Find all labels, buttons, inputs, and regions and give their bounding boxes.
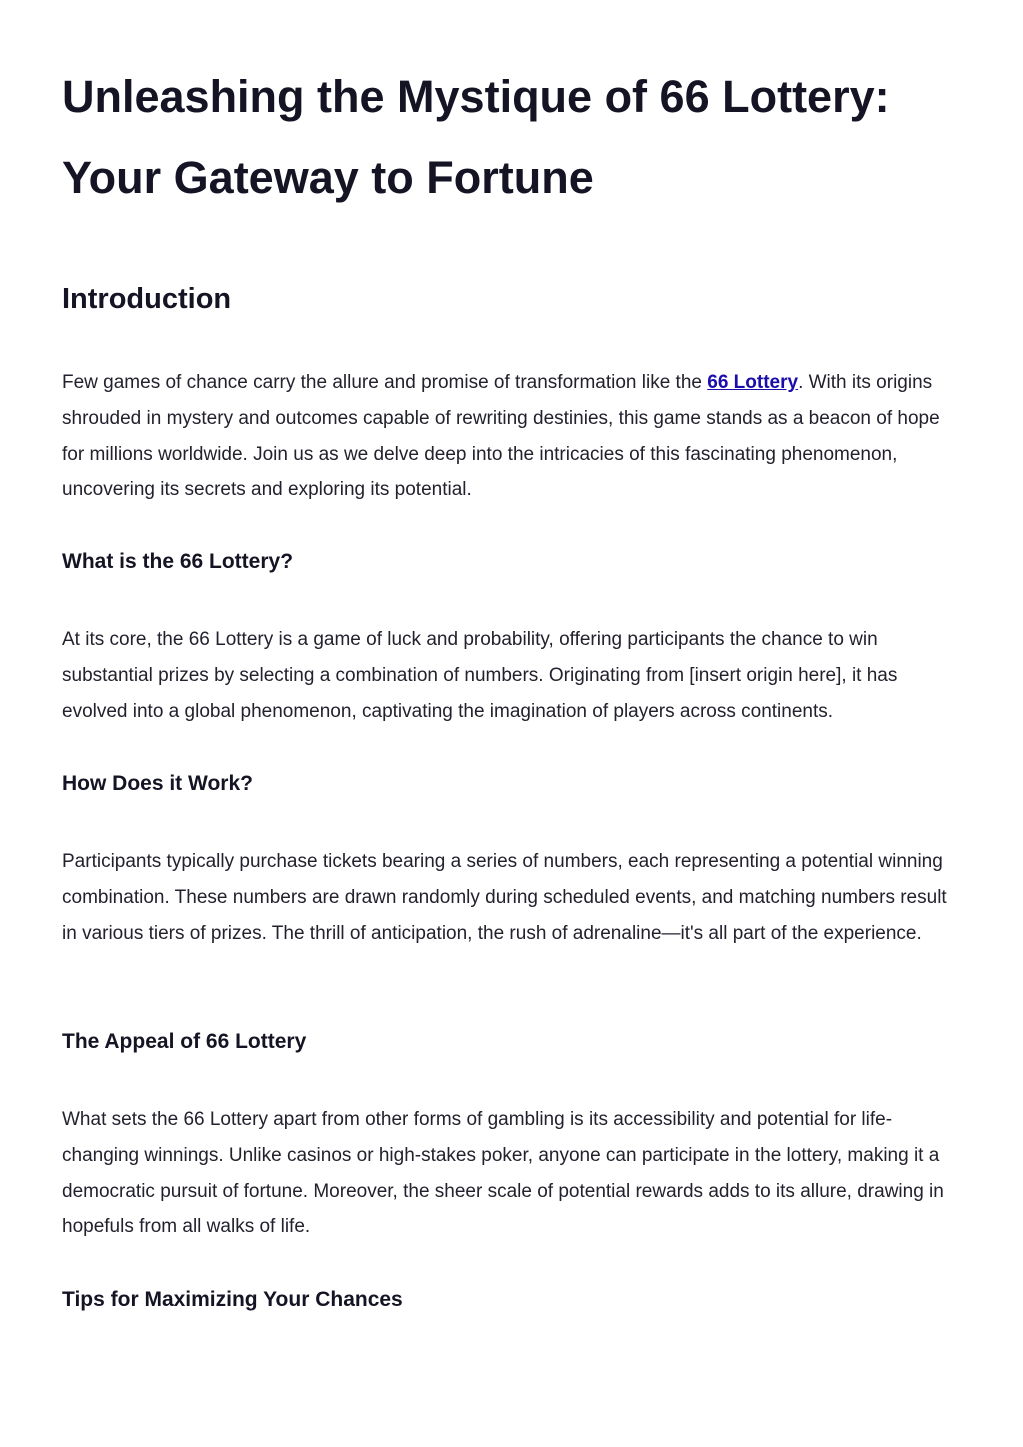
section-heading-appeal: The Appeal of 66 Lottery [62,1030,307,1053]
section-body-appeal: What sets the 66 Lottery apart from other forms of gambling is its accessibility and potential for life-changing winnings. Unlike casinos or high-stakes poker, anyone can participate in the lottery, making it a democratic pursuit of fortune. Moreover, the sheer scale of potential rewards adds to its allure, drawing in hopefuls from all walks of life. [62,1109,944,1238]
66-lottery-link[interactable]: 66 Lottery [707,372,799,393]
section-body-how-it-works: Participants typically purchase tickets bearing a series of numbers, each representing a potential winning combination. These numbers are drawn randomly during scheduled events, and matching numbers result in various tiers of prizes. The thrill of anticipation, the rush of adrenaline—it's all part of the experience. [62,851,947,944]
section-body-what-is: At its core, the 66 Lottery is a game of luck and probability, offering participants the chance to win substantial prizes by selecting a combination of numbers. Originating from [insert origin here], it has evolved into a global phenomenon, captivating the imagination of players across continents. [62,629,898,722]
intro-paragraph [62,365,962,508]
section-heading-what-is: What is the 66 Lottery? [62,550,294,573]
intro-heading: Introduction [62,283,232,315]
section-heading-how-it-works: How Does it Work? [62,772,253,795]
intro-text-start: Few games of chance carry the allure and promise of transformation like the [62,372,708,393]
section-heading-tips: Tips for Maximizing Your Chances [62,1288,403,1311]
intro-text-end: . With its origins shrouded in mystery and outcomes capable of rewriting destinies, this game stands as a beacon of hope for millions worldwide. Join us as we delve deep into the intricacies of this fascinating phenomenon, uncovering its secrets and exploring its potential. [62,372,940,501]
page-title: Unleashing the Mystique of 66 Lottery: Your Gateway to Fortune [62,71,890,203]
